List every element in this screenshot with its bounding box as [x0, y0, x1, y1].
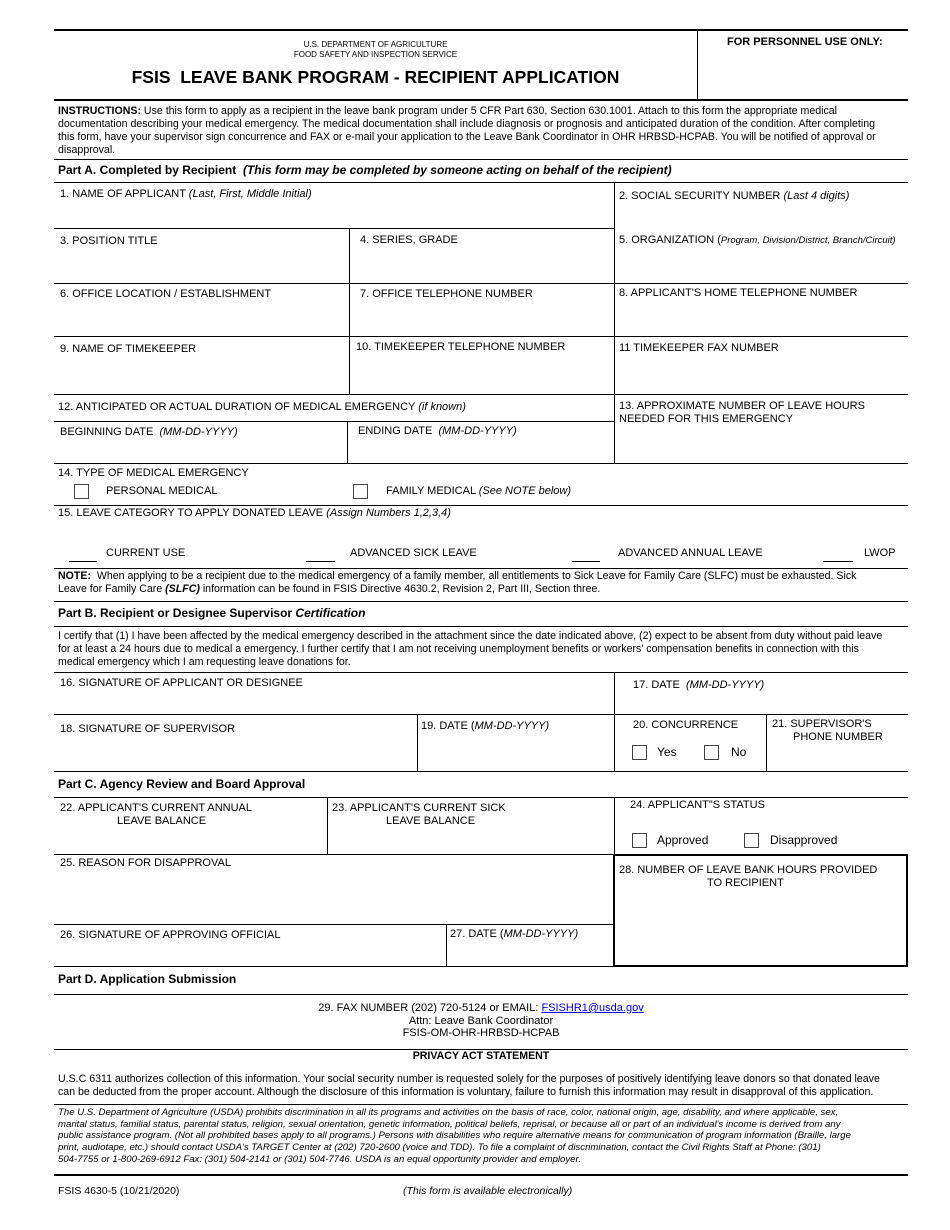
field-27-label[interactable]: 27. DATE (MM-DD-YYYY) [450, 928, 579, 940]
field-16-label[interactable]: 16. SIGNATURE OF APPLICANT OR DESIGNEE [60, 677, 303, 689]
department-name: U.S. DEPARTMENT OF AGRICULTURE [303, 40, 448, 49]
date-divider [347, 421, 348, 463]
col-divider-right-r1 [614, 182, 615, 283]
instructions-block [58, 105, 908, 157]
field-17-label[interactable]: 17. DATE (MM-DD-YYYY) [633, 679, 765, 691]
part-d-heading-rule [54, 994, 908, 995]
part-c-col-24 [614, 797, 615, 854]
part-b-col-mid [417, 714, 418, 771]
field-22-label[interactable]: 22. APPLICANT'S CURRENT ANNUAL LEAVE BALANCE [60, 802, 253, 827]
part-c-col-23 [327, 797, 328, 854]
disapproved-label: Disapproved [770, 833, 838, 847]
office-line: FSIS-OM-OHR-HRBSD-HCPAB [402, 1027, 560, 1039]
field-28-label: 28. NUMBER OF LEAVE BANK HOURS PROVIDED TO RECIPIENT [619, 864, 878, 889]
advanced-sick-blank[interactable] [306, 561, 335, 562]
family-medical-checkbox[interactable] [353, 484, 368, 499]
row-1-bottom-left [54, 228, 614, 229]
agency-name: FOOD SAFETY AND INSPECTION SERVICE [293, 50, 458, 59]
field-6-label[interactable]: 6. OFFICE LOCATION / ESTABLISHMENT [60, 288, 272, 300]
row-2-bottom [54, 283, 908, 284]
part-a-title: Part A. Completed by Recipient [58, 163, 237, 177]
ending-date-label[interactable]: ENDING DATE (MM-DD-YYYY) [358, 425, 517, 437]
field-26-label[interactable]: 26. SIGNATURE OF APPROVING OFFICIAL [60, 929, 281, 941]
part-a-bottom-rule [54, 601, 908, 602]
field-10-label[interactable]: 10. TIMEKEEPER TELEPHONE NUMBER [356, 341, 566, 353]
header-bottom-rule [54, 99, 908, 101]
privacy-heading: PRIVACY ACT STATEMENT [412, 1050, 550, 1062]
row-4-bottom [54, 394, 908, 395]
field-20-label: 20. CONCURRENCE [633, 719, 739, 731]
approved-label: Approved [657, 833, 709, 847]
personnel-use-label: FOR PERSONNEL USE ONLY: [727, 36, 883, 48]
field-21-label[interactable]: 21. SUPERVISOR'S PHONE NUMBER [772, 718, 883, 743]
note-block: NOTE: When applying to be a recipient due to the medical emergency of a family member, all entitlements to Sick Leave for Family Care (SLFC) must be exhausted. Sick Leave for Family Care (SLFC) information can be found in FSIS Directive 4630.2, Revision 2, Part III, Section three. [58, 570, 857, 595]
concurrence-yes-label: Yes [657, 745, 677, 759]
part-c-bottom-rule [54, 966, 614, 967]
field-13-label[interactable]: 13. APPROXIMATE NUMBER OF LEAVE HOURS NEEDED FOR THIS EMERGENCY [619, 400, 865, 425]
part-b-col-21 [766, 714, 767, 771]
part-b-col-right [614, 672, 615, 771]
instructions-line-1: Use this form to apply as a recipient in the leave bank program under 5 CFR Part 630, Section 630.1001. Attach to this form the appropriate medical [140, 105, 838, 117]
col-divider-right-r3 [614, 283, 615, 464]
part-a-grid-top [54, 182, 908, 183]
field-12-label: 12. ANTICIPATED OR ACTUAL DURATION OF MEDICAL EMERGENCY (if known) [58, 401, 466, 413]
row-6-bottom [54, 505, 908, 506]
field-11-label[interactable]: 11 TIMEKEEPER FAX NUMBER [619, 342, 779, 354]
lwop-label: LWOP [864, 547, 896, 559]
privacy-bottom-rule [54, 1104, 908, 1105]
note-label: NOTE: [58, 570, 91, 582]
field-23-label[interactable]: 23. APPLICANT'S CURRENT SICK LEAVE BALANCE [332, 802, 506, 827]
privacy-text: U.S.C 6311 authorizes collection of this information. Your social security number is requested solely for the purposes of positively identifying leave donors so that donated leave can be deducted from the proper account. Although the disclosure of this information is voluntary, failure to furnish this information may result in disapproval of this application. [58, 1073, 880, 1098]
instructions-label: INSTRUCTIONS: [58, 105, 141, 117]
part-a-note: (This form may be completed by someone acting on behalf of the recipient) [242, 163, 672, 177]
row-5-bottom [54, 463, 908, 464]
current-use-blank[interactable] [69, 561, 97, 562]
personal-medical-checkbox[interactable] [74, 484, 89, 499]
concurrence-no-label: No [731, 745, 747, 759]
row-16-bottom [54, 714, 908, 715]
part-a-heading [58, 163, 672, 177]
lwop-blank[interactable] [823, 561, 853, 562]
field-2-label[interactable]: 2. SOCIAL SECURITY NUMBER (Last 4 digits) [619, 190, 850, 202]
current-use-label: CURRENT USE [106, 547, 186, 559]
row-25-bottom [54, 924, 614, 925]
part-b-bottom-rule [54, 771, 908, 772]
footer-top-rule [54, 1174, 908, 1176]
part-a-top-rule [54, 159, 908, 160]
header-agency-block [54, 40, 697, 60]
form-title: FSIS LEAVE BANK PROGRAM - RECIPIENT APPLICATION [131, 67, 620, 87]
part-c-col-27 [446, 924, 447, 966]
approved-checkbox[interactable] [632, 833, 647, 848]
top-rule [54, 29, 908, 31]
part-b-heading-rule [54, 626, 908, 627]
available-electronically: (This form is available electronically) [403, 1185, 573, 1197]
disapproved-checkbox[interactable] [744, 833, 759, 848]
fax-number: 29. FAX NUMBER (202) 720-5124 or EMAIL: [318, 1002, 542, 1014]
field-15-label: 15. LEAVE CATEGORY TO APPLY DONATED LEAVE (Assign Numbers 1,2,3,4) [58, 507, 451, 519]
advanced-sick-label: ADVANCED SICK LEAVE [350, 547, 477, 559]
field-25-label[interactable]: 25. REASON FOR DISAPPROVAL [60, 857, 231, 869]
advanced-annual-label: ADVANCED ANNUAL LEAVE [618, 547, 763, 559]
email-link[interactable]: FSISHR1@usda.gov [541, 1002, 644, 1014]
header-divider [697, 30, 698, 100]
nondiscrimination-text: The U.S. Department of Agriculture (USDA) prohibits discrimination in all its programs and activities on the basis of race, color, national origin, age, disability, and where applicable, sex, marital status, familial status, parental status, religion, sexual orientation, genetic information, political beliefs, reprisal, or because all or part of an individual's income is derived from any public assistance program. (Not all prohibited bases apply to all programs.) Persons with disabilities who require alternative means for communication of program information (Braille, large print, audiotape, etc.) should contact USDA's TARGET Center at (202) 720-2600 (voice and TDD). To file a complaint of discrimination, contact the Civil Rights Staff at Phone: (301) 504-7755 or 1-800-269-6912 Fax: (301) 504-2141 or (301) 504-7746. USDA is an equal opportunity provider and employer. [58, 1107, 851, 1165]
part-c-heading: Part C. Agency Review and Board Approval [58, 777, 306, 791]
part-c-heading-rule [54, 797, 908, 798]
certification-text: I certify that (1) I have been affected by the medical emergency described in the attachment since the date indicated above, (2) expect to be absent from duty without paid leave for at least a 24 hours due to medical a emergency. I further certify that I am not receiving unemployment benefits or workers' compensation benefits in connection with this medical emergency which I am requesting leave donations for. [58, 630, 883, 668]
row-22-bottom [54, 854, 614, 855]
part-d-heading: Part D. Application Submission [58, 972, 237, 986]
instructions-line-2: documentation describing your medical emergency. The medical documentation shall include diagnosis or prognosis and anticipated duration of the condition. After completing [58, 118, 875, 130]
beginning-date-label[interactable]: BEGINNING DATE (MM-DD-YYYY) [60, 426, 238, 438]
family-medical-label: FAMILY MEDICAL (See NOTE below) [386, 485, 572, 497]
field-5-label[interactable]: 5. ORGANIZATION (Program, Division/District, Branch/Circuit) [619, 234, 896, 246]
advanced-annual-blank[interactable] [572, 561, 600, 562]
personal-medical-label: PERSONAL MEDICAL [106, 485, 218, 497]
field-18-label[interactable]: 18. SIGNATURE OF SUPERVISOR [60, 723, 236, 735]
field-7-label[interactable]: 7. OFFICE TELEPHONE NUMBER [360, 288, 533, 300]
row-5-mid-rule [54, 421, 614, 422]
concurrence-no-checkbox[interactable] [704, 745, 719, 760]
instructions-line-3: this form, have your supervisor sign concurrence and FAX or e-mail your application to the Leave Bank Coordinator in OHR HRBSD-HCPAB. You will be notified of approval or [58, 131, 876, 143]
part-b-heading: Part B. Recipient or Designee Supervisor Certification [58, 606, 366, 620]
attn-line: Attn: Leave Bank Coordinator [408, 1014, 554, 1027]
field-1-label[interactable]: 1. NAME OF APPLICANT (Last, First, Middle Initial) [60, 188, 312, 200]
concurrence-yes-checkbox[interactable] [632, 745, 647, 760]
col-divider-mid [349, 228, 350, 394]
row-7-bottom [54, 568, 908, 569]
form-id: FSIS 4630-5 (10/21/2020) [58, 1185, 180, 1197]
cert-bottom-rule [54, 672, 908, 673]
instructions-line-4: disapproval. [58, 144, 116, 156]
field-9-label[interactable]: 9. NAME OF TIMEKEEPER [60, 343, 197, 355]
field-24-label: 24. APPLICANT"S STATUS [630, 799, 765, 811]
field-4-label[interactable]: 4. SERIES, GRADE [360, 234, 458, 246]
submission-block [54, 1002, 908, 1040]
row-3-bottom [54, 336, 908, 337]
field-19-label[interactable]: 19. DATE (MM-DD-YYYY) [421, 720, 550, 732]
field-14-label: 14. TYPE OF MEDICAL EMERGENCY [58, 467, 249, 479]
field-8-label[interactable]: 8. APPLICANT'S HOME TELEPHONE NUMBER [619, 287, 858, 299]
field-3-label[interactable]: 3. POSITION TITLE [60, 235, 158, 247]
